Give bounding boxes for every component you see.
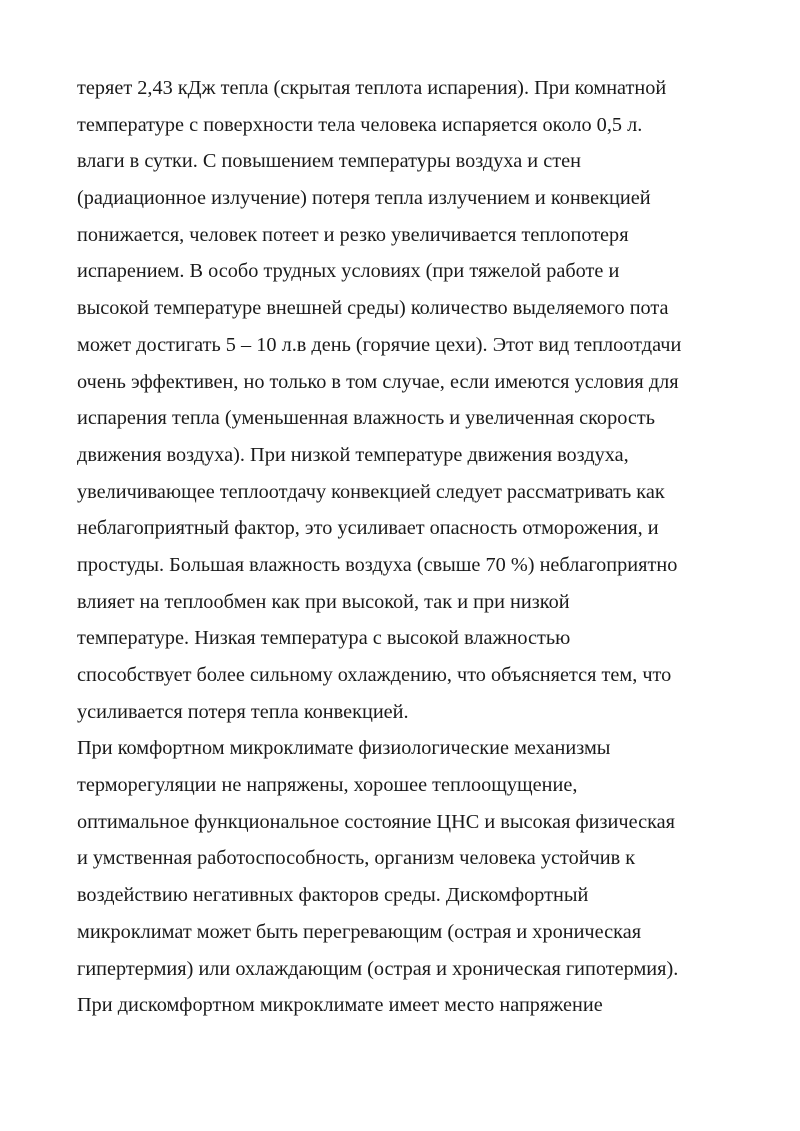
text-line: оптимальное функциональное состояние ЦНС и высокая физическая: [77, 810, 675, 833]
text-line: При дискомфортном микроклимате имеет место напряжение: [77, 994, 603, 1017]
text-line: и умственная работоспособность, организм человека устойчив к: [77, 847, 636, 870]
text-line: (радиационное излучение) потеря тепла излучением и конвекцией: [77, 187, 651, 210]
text-line: может достигать 5 – 10 л.в день (горячие цехи). Этот вид теплоотдачи: [77, 333, 682, 356]
text-line: способствует более сильному охлаждению, что объясняется тем, что: [77, 664, 672, 686]
text-line: температуре с поверхности тела человека испаряется около 0,5 л.: [77, 113, 643, 136]
text-line: При комфортном микроклимате физиологические механизмы: [77, 737, 611, 760]
text-line: движения воздуха). При низкой температуре движения воздуха,: [77, 443, 629, 466]
text-line: неблагоприятный фактор, это усиливает опасность отморожения, и: [77, 517, 659, 540]
text-line: испарением. В особо трудных условиях (при тяжелой работе и: [77, 260, 620, 283]
text-line: простуды. Большая влажность воздуха (свыше 70 %) неблагоприятно: [77, 553, 678, 576]
text-line: увеличивающее теплоотдачу конвекцией следует рассматривать как: [77, 480, 665, 503]
text-line: воздействию негативных факторов среды. Дискомфортный: [77, 884, 589, 907]
text-line: высокой температуре внешней среды) количество выделяемого пота: [77, 297, 669, 320]
text-line: влаги в сутки. С повышением температуры воздуха и стен: [77, 150, 581, 173]
text-line: терморегуляции не напряжены, хорошее теплоощущение,: [77, 774, 578, 797]
text-line: очень эффективен, но только в том случае, если имеются условия для: [77, 370, 679, 393]
text-line: температуре. Низкая температура с высокой влажностью: [77, 627, 571, 650]
text-line: испарения тепла (уменьшенная влажность и увеличенная скорость: [77, 407, 655, 430]
text-line: понижается, человек потеет и резко увеличивается теплопотеря: [77, 223, 629, 246]
text-line: микроклимат может быть перегревающим (острая и хроническая: [77, 920, 642, 943]
body-text: [77, 70, 737, 1024]
text-line: гипертермия) или охлаждающим (острая и хроническая гипотермия).: [77, 957, 679, 980]
text-line: усиливается потеря тепла конвекцией.: [77, 700, 409, 723]
text-line: влияет на теплообмен как при высокой, так и при низкой: [77, 590, 570, 613]
text-line: теряет 2,43 кДж тепла (скрытая теплота испарения). При комнатной: [77, 77, 667, 99]
